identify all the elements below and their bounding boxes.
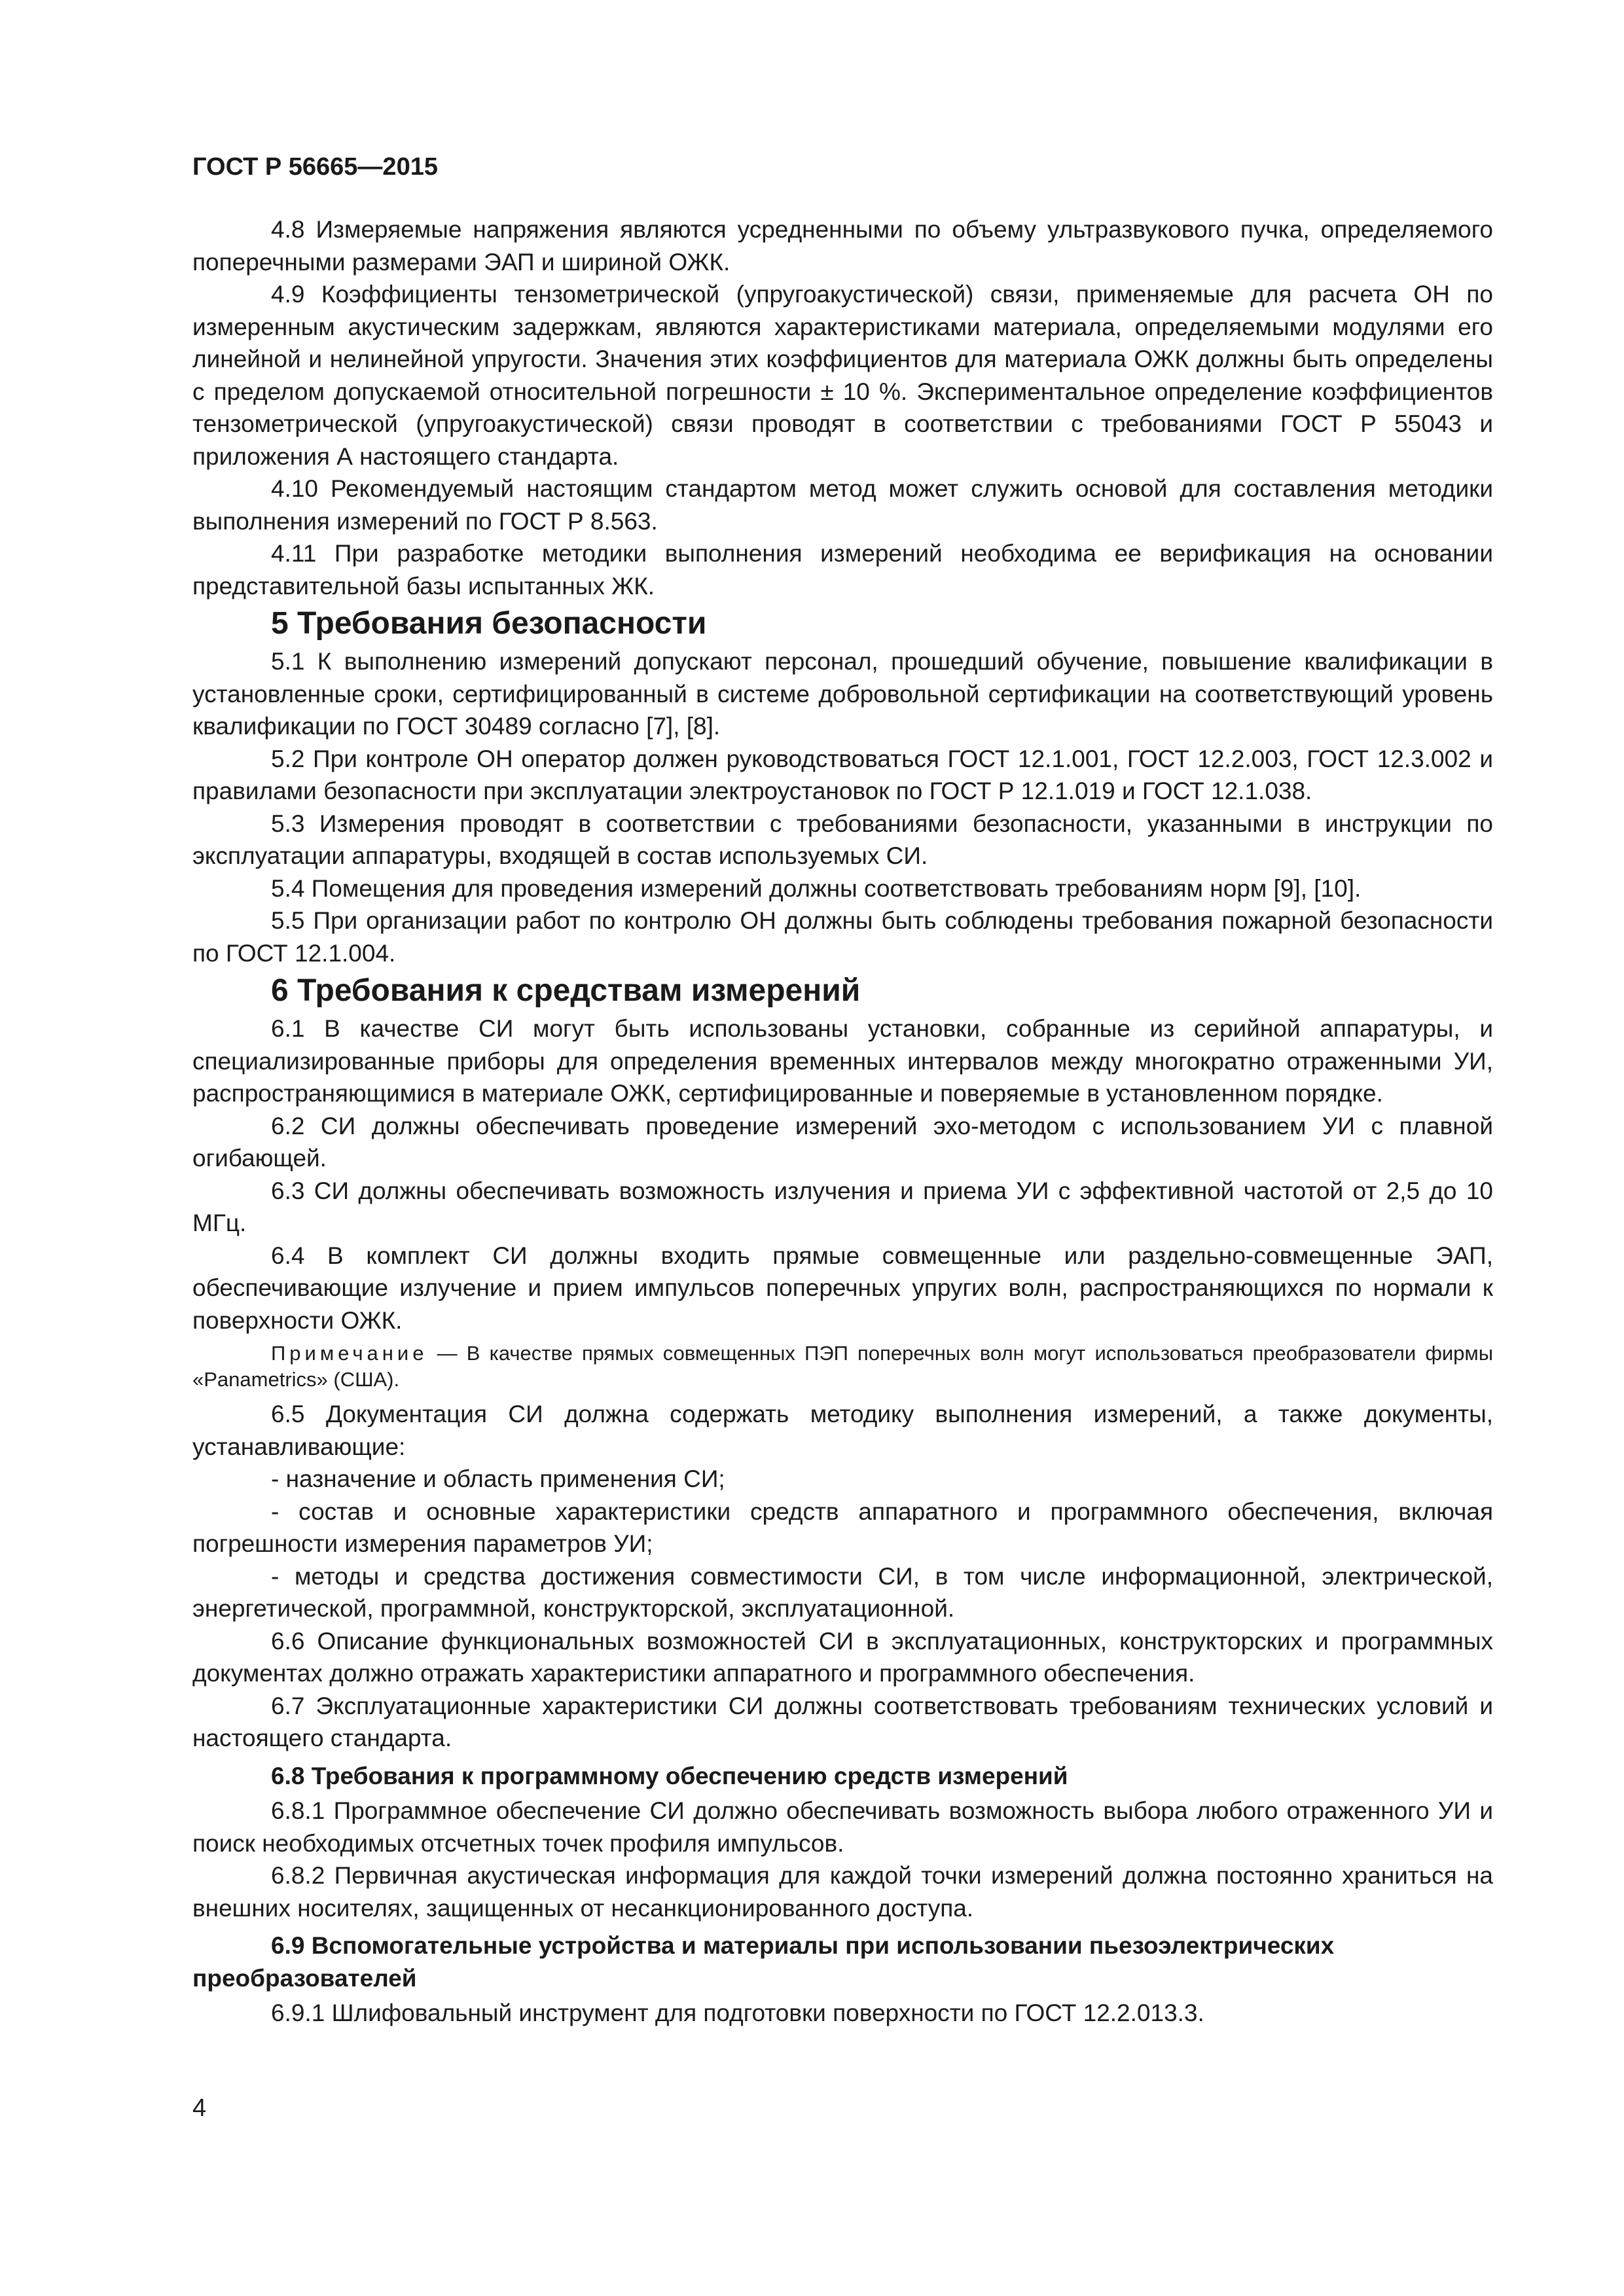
paragraph-6-6: 6.6 Описание функциональных возможностей СИ в эксплуатационных, конструкторских и программных документах должно отражать характеристики аппаратного и программного обеспечения. bbox=[192, 1627, 1493, 1687]
paragraph-6-9-1: 6.9.1 Шлифовальный инструмент для подготовки поверхности по ГОСТ 12.2.013.3. bbox=[271, 2000, 1204, 2026]
paragraph-6-1: 6.1 В качестве СИ могут быть использованы установки, собранные из серийной аппаратуры, и специализированные приборы для определения временных интервалов между многократно отраженными УИ, распространяющимися в материале ОЖК, сертифицированные и поверяемые в установленном порядке. bbox=[192, 1015, 1493, 1107]
page-number: 4 bbox=[192, 2094, 207, 2122]
paragraph-4-10: 4.10 Рекомендуемый настоящим стандартом метод может служить основой для составления методики выполнения измерений по ГОСТ Р 8.563. bbox=[192, 475, 1493, 535]
note bbox=[192, 1340, 1493, 1393]
paragraph-5-4: 5.4 Помещения для проведения измерений должны соответствовать требованиям норм [9], [10]. bbox=[271, 874, 1362, 902]
subsection-6-8-heading: 6.8 Требования к программному обеспечению средств измерений bbox=[271, 1762, 1068, 1789]
list-item-6-5-c: - методы и средства достижения совместимости СИ, в том числе информационной, электрической, энергетической, программной, конструкторской, эксплуатационной. bbox=[192, 1562, 1493, 1622]
paragraph-6-2: 6.2 СИ должны обеспечивать проведение измерений эхо-методом с использованием УИ с плавной огибающей. bbox=[192, 1112, 1493, 1172]
section-6-heading: 6 Требования к средствам измерений bbox=[271, 973, 861, 1008]
paragraph-6-4: 6.4 В комплект СИ должны входить прямые совмещенные или раздельно-совмещенные ЭАП, обеспечивающие излучение и прием импульсов поперечных упругих волн, распространяющихся по нормали к поверхности ОЖК. bbox=[192, 1242, 1493, 1334]
paragraph-6-7: 6.7 Эксплуатационные характеристики СИ должны соответствовать требованиям технических условий и настоящего стандарта. bbox=[192, 1692, 1493, 1751]
paragraph-6-8-1: 6.8.1 Программное обеспечение СИ должно обеспечивать возможность выбора любого отраженного УИ и поиск необходимых отсчетных точек профиля импульсов. bbox=[192, 1797, 1493, 1857]
note-label: Примечание bbox=[271, 1342, 428, 1365]
paragraph-4-9: 4.9 Коэффициенты тензометрической (упругоакустической) связи, применяемые для расчета ОН по измеренным акустическим задержкам, являются характеристиками материала, определяемыми модулями его линейной и нелинейной упругости. Значения этих коэффициентов для материала ОЖК должны быть определены с пределом допускаемой относительной погрешности ± 10 %. Экспериментальное определение коэффициентов тензометрической (упругоакустической) связи проводят в соответствии с требованиями ГОСТ Р 55043 и приложения А настоящего стандарта. bbox=[192, 281, 1493, 470]
paragraph-5-2: 5.2 При контроле ОН оператор должен руководствоваться ГОСТ 12.1.001, ГОСТ 12.2.003, ГОСТ 12.3.002 и правилами безопасности при эксплуатации электроустановок по ГОСТ Р 12.1.019 и ГОСТ 12.1.038. bbox=[192, 745, 1493, 804]
subsection-6-9-heading: 6.9 Вспомогательные устройства и материалы при использовании пьезоэлектрических преобразователей bbox=[192, 1932, 1335, 1992]
paragraph-6-8-2: 6.8.2 Первичная акустическая информация для каждой точки измерений должна постоянно храниться на внешних носителях, защищенных от несанкционированного доступа. bbox=[192, 1862, 1493, 1922]
list-item-6-5-b: - состав и основные характеристики средств аппаратного и программного обеспечения, включая погрешности измерения параметров УИ; bbox=[192, 1498, 1493, 1557]
paragraph-4-8: 4.8 Измеряемые напряжения являются усредненными по объему ультразвукового пучка, определяемого поперечными размерами ЭАП и шириной ОЖК. bbox=[192, 216, 1493, 276]
paragraph-5-3: 5.3 Измерения проводят в соответствии с требованиями безопасности, указанными в инструкции по эксплуатации аппаратуры, входящей в состав используемых СИ. bbox=[192, 810, 1493, 869]
paragraph-5-1: 5.1 К выполнению измерений допускают персонал, прошедший обучение, повышение квалификации в установленные сроки, сертифицированный в системе добровольной сертификации на соответствующий уровень квалификации по ГОСТ 30489 согласно [7], [8]. bbox=[192, 648, 1493, 740]
paragraph-6-5: 6.5 Документация СИ должна содержать методику выполнения измерений, а также документы, устанавливающие: bbox=[192, 1401, 1493, 1460]
paragraph-6-3: 6.3 СИ должны обеспечивать возможность излучения и приема УИ с эффективной частотой от 2,5 до 10 МГц. bbox=[192, 1177, 1493, 1236]
document-body bbox=[192, 213, 1493, 2030]
paragraph-5-5: 5.5 При организации работ по контролю ОН должны быть соблюдены требования пожарной безопасности по ГОСТ 12.1.004. bbox=[192, 907, 1493, 967]
note-text: — В качестве прямых совмещенных ПЭП поперечных волн могут использоваться преобразователи фирмы «Panametrics» (США). bbox=[192, 1342, 1493, 1391]
document-header: ГОСТ Р 56665—2015 bbox=[192, 153, 438, 181]
list-item-6-5-a: - назначение и область применения СИ; bbox=[271, 1465, 725, 1492]
section-5-heading: 5 Требования безопасности bbox=[271, 606, 707, 641]
paragraph-4-11: 4.11 При разработке методики выполнения измерений необходима ее верификация на основании представительной базы испытанных ЖК. bbox=[192, 540, 1493, 600]
